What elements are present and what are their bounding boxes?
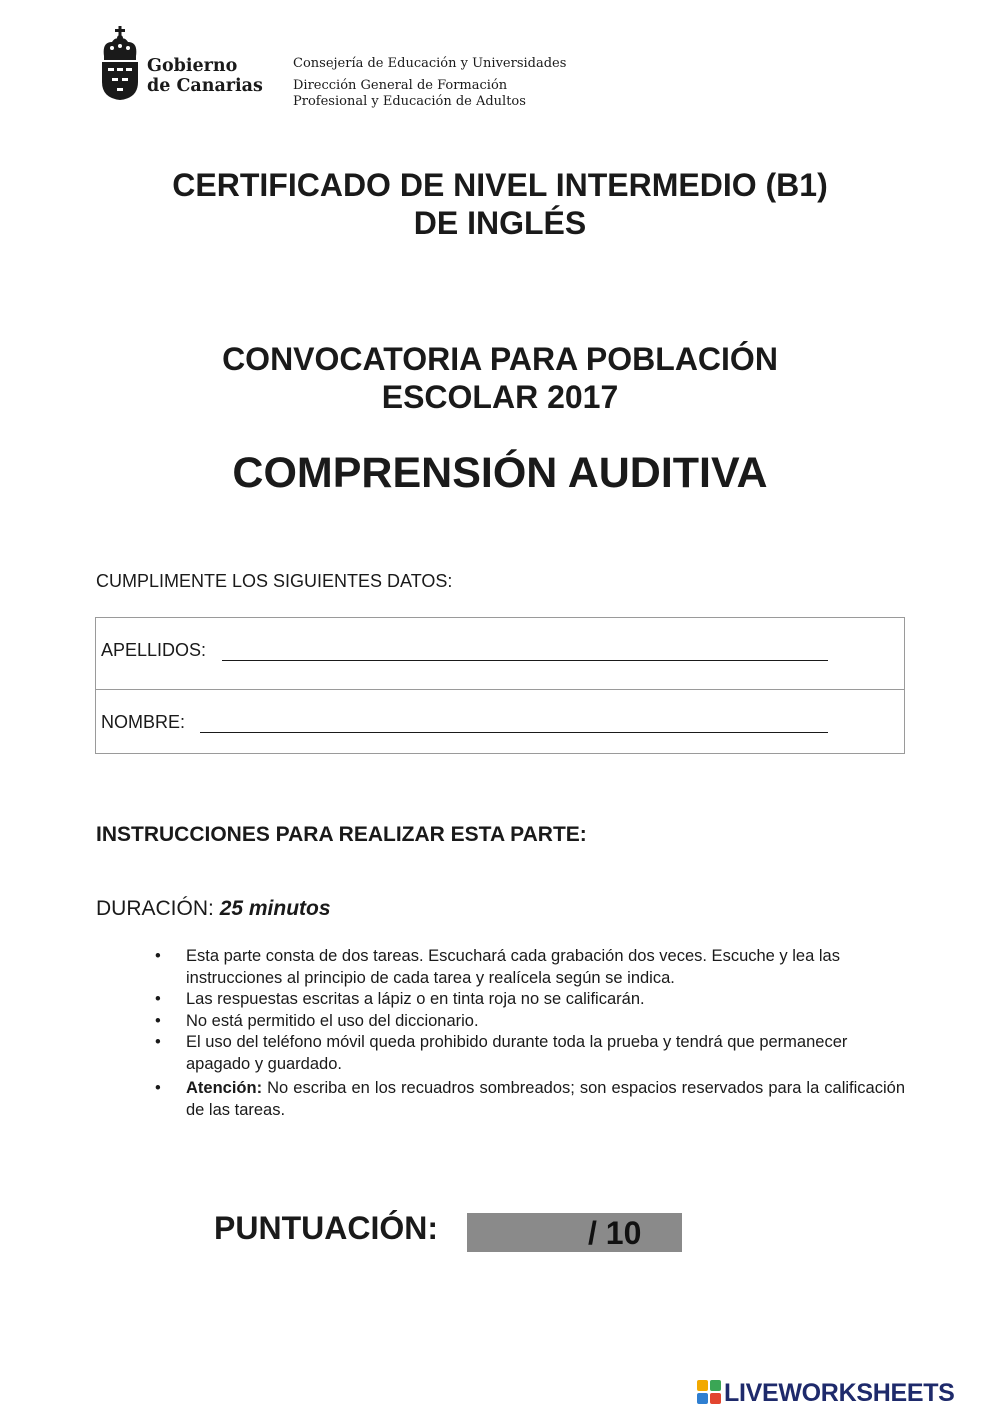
score-box	[467, 1213, 682, 1252]
watermark-text: LIVEWORKSHEETS	[724, 1379, 955, 1407]
score-label: PUNTUACIÓN:	[214, 1210, 438, 1246]
department-line2: Dirección General de Formación	[293, 78, 508, 93]
header-logo	[100, 26, 580, 116]
nombre-label: NOMBRE:	[101, 712, 186, 732]
apellidos-label: APELLIDOS:	[101, 640, 207, 660]
duration	[96, 897, 331, 921]
document-subtitle	[0, 340, 1000, 416]
instructions-heading: INSTRUCCIONES PARA REALIZAR ESTA PARTE:	[96, 823, 587, 846]
government-name-line1: Gobierno	[147, 56, 238, 76]
department-line1: Consejería de Educación y Universidades	[293, 56, 567, 71]
attention-text: No escriba en los recuadros sombreados; son espacios reservados para la calificación de las tareas.	[186, 1079, 905, 1119]
apellidos-field[interactable]	[222, 660, 828, 661]
nombre-row	[96, 690, 904, 753]
personal-data-box	[95, 617, 905, 754]
attention-item	[155, 1078, 905, 1121]
score-max: / 10	[588, 1215, 642, 1251]
nombre-field[interactable]	[200, 732, 828, 733]
liveworksheets-watermark	[697, 1378, 997, 1408]
attention-label: Atención:	[186, 1079, 263, 1097]
list-item: • El uso del teléfono móvil queda prohibido durante toda la prueba y tendrá que permanecer apagado y guardado.	[155, 1032, 905, 1075]
list-item: • Esta parte consta de dos tareas. Escuchará cada grabación dos veces. Escuche y lea las instrucciones al principio de cada tarea y realícela según se indica.	[155, 946, 905, 989]
department-line3: Profesional y Educación de Adultos	[293, 94, 526, 109]
subtitle-line1: CONVOCATORIA PARA POBLACIÓN	[222, 341, 778, 377]
list-item: • No está permitido el uso del diccionario.	[155, 1011, 905, 1033]
title-line2: DE INGLÉS	[413, 205, 587, 241]
government-name	[147, 56, 263, 96]
section-title: COMPRENSIÓN AUDITIVA	[232, 449, 768, 497]
department-name	[293, 56, 566, 110]
instructions-list	[155, 946, 905, 1121]
coat-of-arms-icon	[100, 26, 140, 100]
title-line1: CERTIFICADO DE NIVEL INTERMEDIO (B1)	[172, 167, 828, 203]
government-name-line2: de Canarias	[147, 76, 263, 96]
list-item: • Las respuestas escritas a lápiz o en tinta roja no se calificarán.	[155, 989, 905, 1011]
form-prompt: CUMPLIMENTE LOS SIGUIENTES DATOS:	[96, 571, 453, 591]
liveworksheets-logo-icon	[697, 1380, 722, 1405]
duration-label: DURACIÓN:	[96, 897, 214, 920]
document-title	[0, 166, 1000, 242]
subtitle-line2: ESCOLAR 2017	[381, 379, 619, 415]
duration-value: 25 minutos	[219, 897, 331, 920]
apellidos-row	[96, 618, 904, 690]
